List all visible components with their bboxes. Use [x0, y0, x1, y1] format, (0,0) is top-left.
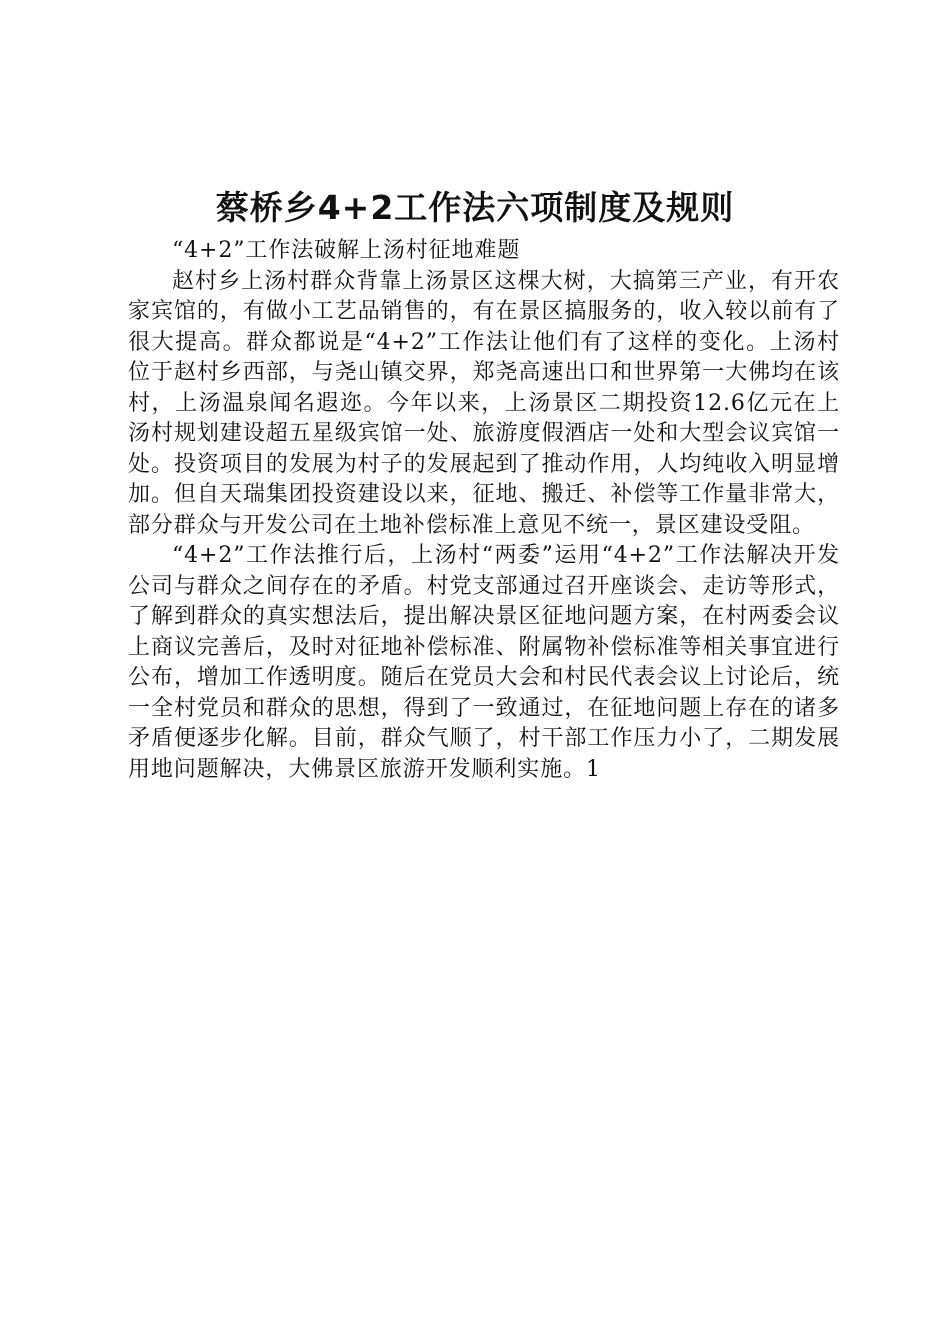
subheading: “4+2”工作法破解上汤村征地难题	[172, 238, 521, 263]
paragraph-2: “4+2”工作法推行后，上汤村“两委”运用“4+2”工作法解决开发公司与群众之间存在的矛盾。村党支部通过召开座谈会、走访等形式，了解到群众的真实想法后，提出解决景区征地问题方案，在村两委会议上商议完善后，及时对征地补偿标准、附属物补偿标准等相关事宜进行公布，增加工作透明度。随后在党员大会和村民代表会议上讨论后，统一全村党员和群众的思想，得到了一致通过，在征地问题上存在的诸多矛盾便逐步化解。目前，群众气顺了，村干部工作压力小了，二期发展用地问题解决，大佛景区旅游开发顺利实施。1	[128, 543, 840, 782]
document-body	[128, 236, 840, 785]
document-title: 蔡桥乡4+2工作法六项制度及规则	[215, 188, 735, 227]
paragraph-1: 赵村乡上汤村群众背靠上汤景区这棵大树，大搞第三产业，有开农家宾馆的，有做小工艺品销售的，有在景区搞服务的，收入较以前有了很大提高。群众都说是“4+2”工作法让他们有了这样的变化。上汤村位于赵村乡西部，与尧山镇交界，郑尧高速出口和世界第一大佛均在该村，上汤温泉闻名遐迩。今年以来，上汤景区二期投资12.6亿元在上汤村规划建设超五星级宾馆一处、旅游度假酒店一处和大型会议宾馆一处。投资项目的发展为村子的发展起到了推动作用，人均纯收入明显增加。但自天瑞集团投资建设以来，征地、搬迁、补偿等工作量非常大，部分群众与开发公司在土地补偿标准上意见不统一，景区建设受阻。	[128, 268, 840, 538]
